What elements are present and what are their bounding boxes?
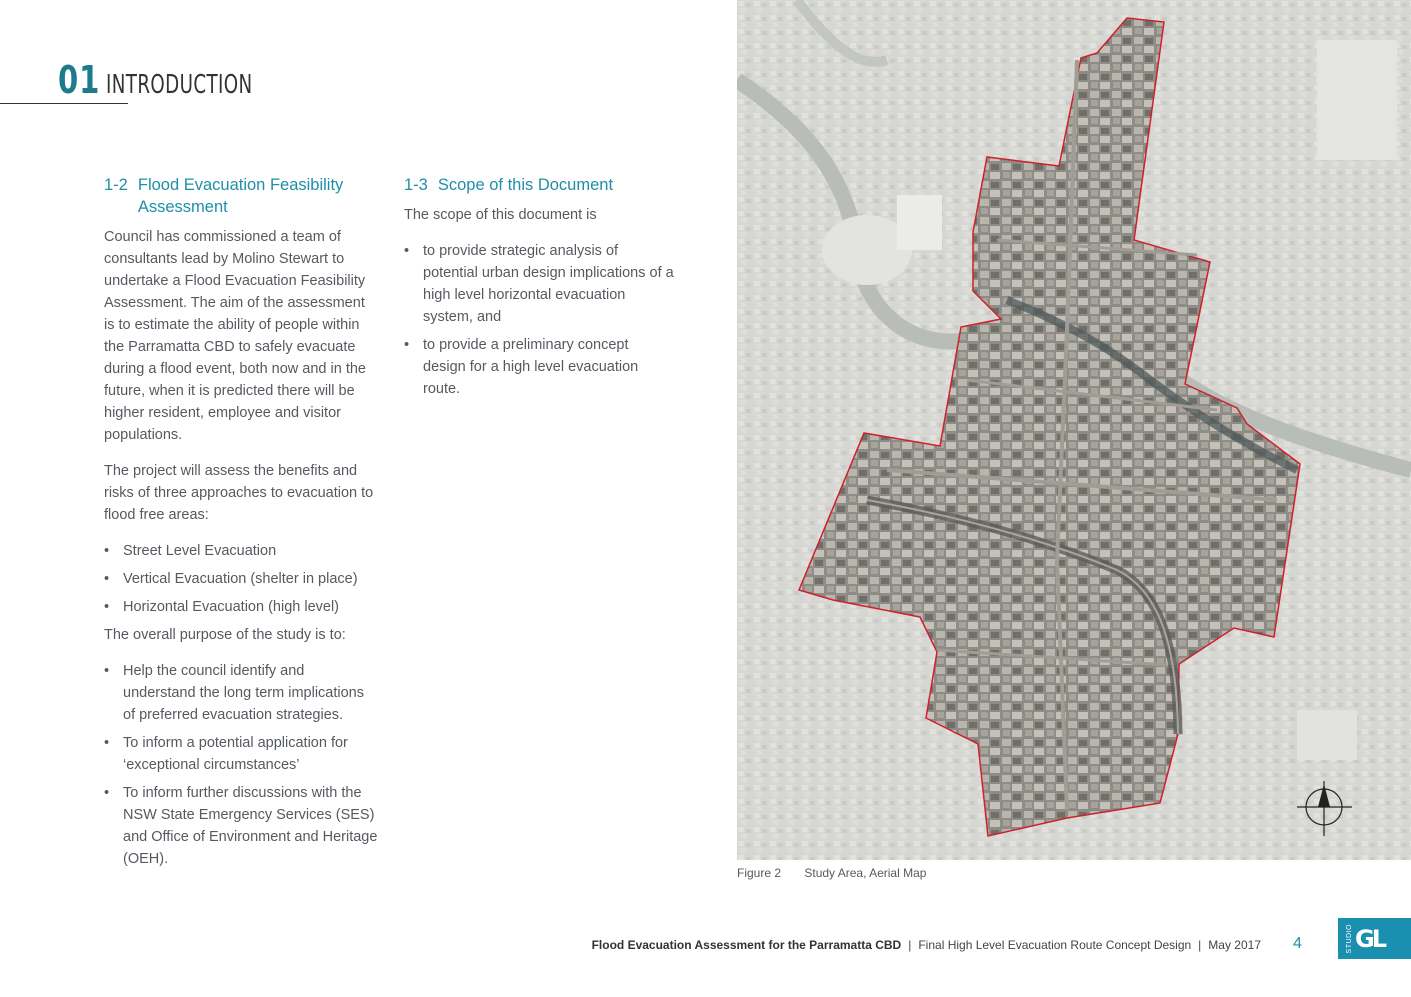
list-item: • To inform further discussions with the NSW State Emergency Services (SES) and Office of Environment and Heritage (OEH). xyxy=(104,782,379,870)
logo-large-text: GL xyxy=(1355,924,1384,953)
approaches-list xyxy=(104,540,379,618)
section-heading-1-3 xyxy=(404,174,674,196)
list-item: • To inform a potential application for ‘exceptional circumstances’ xyxy=(104,732,379,776)
footer-doc-title: Flood Evacuation Assessment for the Parramatta CBD xyxy=(591,938,902,952)
chapter-number: 01 xyxy=(58,58,101,102)
scope-list xyxy=(404,240,674,400)
footer-separator: | xyxy=(908,938,912,952)
section-title: Scope of this Document xyxy=(437,176,614,194)
page-number: 4 xyxy=(1293,935,1302,952)
paragraph: The scope of this document is xyxy=(404,207,597,223)
studio-gl-logo xyxy=(1338,918,1411,959)
list-item: • Street Level Evacuation xyxy=(104,540,379,562)
column-left xyxy=(104,174,379,876)
list-item: • Help the council identify and understand the long term implications of preferred evacuation strategies. xyxy=(104,660,379,726)
footer-date: May 2017 xyxy=(1208,938,1261,952)
section-number: 1-3 xyxy=(404,176,428,194)
figure-label: Figure 2 xyxy=(737,866,782,880)
list-item: • to provide a preliminary concept design for a high level evacuation route. xyxy=(404,334,674,400)
chapter-rule xyxy=(0,103,128,104)
paragraph: Council has commissioned a team of consultants lead by Molino Stewart to undertake a Flood Evacuation Feasibility Assessment. The aim of the assessment is to estimate the ability of people within the Parramatta CBD to safely evacuate during a flood event, both now and in the future, when it is predicted there will be higher resident, employee and visitor populations. xyxy=(104,229,366,443)
logo-small-text: STUDIO xyxy=(1346,923,1353,954)
chapter-title: INTRODUCTION xyxy=(105,70,253,100)
purposes-list xyxy=(104,660,379,870)
section-number: 1-2 xyxy=(104,176,128,194)
footer-separator: | xyxy=(1198,938,1202,952)
chapter-heading xyxy=(58,58,293,102)
list-item: • Vertical Evacuation (shelter in place) xyxy=(104,568,379,590)
aerial-map-graphic xyxy=(737,0,1411,860)
figure-caption-text: Study Area, Aerial Map xyxy=(804,866,927,880)
column-middle xyxy=(404,174,674,406)
section-heading-1-2 xyxy=(104,174,379,218)
paragraph: The project will assess the benefits and risks of three approaches to evacuation to flood free areas: xyxy=(104,463,374,523)
paragraph: The overall purpose of the study is to: xyxy=(104,627,346,643)
figure-caption xyxy=(737,866,926,880)
aerial-map xyxy=(737,0,1411,860)
page-footer xyxy=(592,938,1261,952)
section-title: Flood Evacuation Feasibility Assessment xyxy=(137,176,344,216)
footer-subtitle: Final High Level Evacuation Route Concept Design xyxy=(918,938,1192,952)
list-item: • Horizontal Evacuation (high level) xyxy=(104,596,379,618)
list-item: • to provide strategic analysis of potential urban design implications of a high level horizontal evacuation system, and xyxy=(404,240,674,328)
